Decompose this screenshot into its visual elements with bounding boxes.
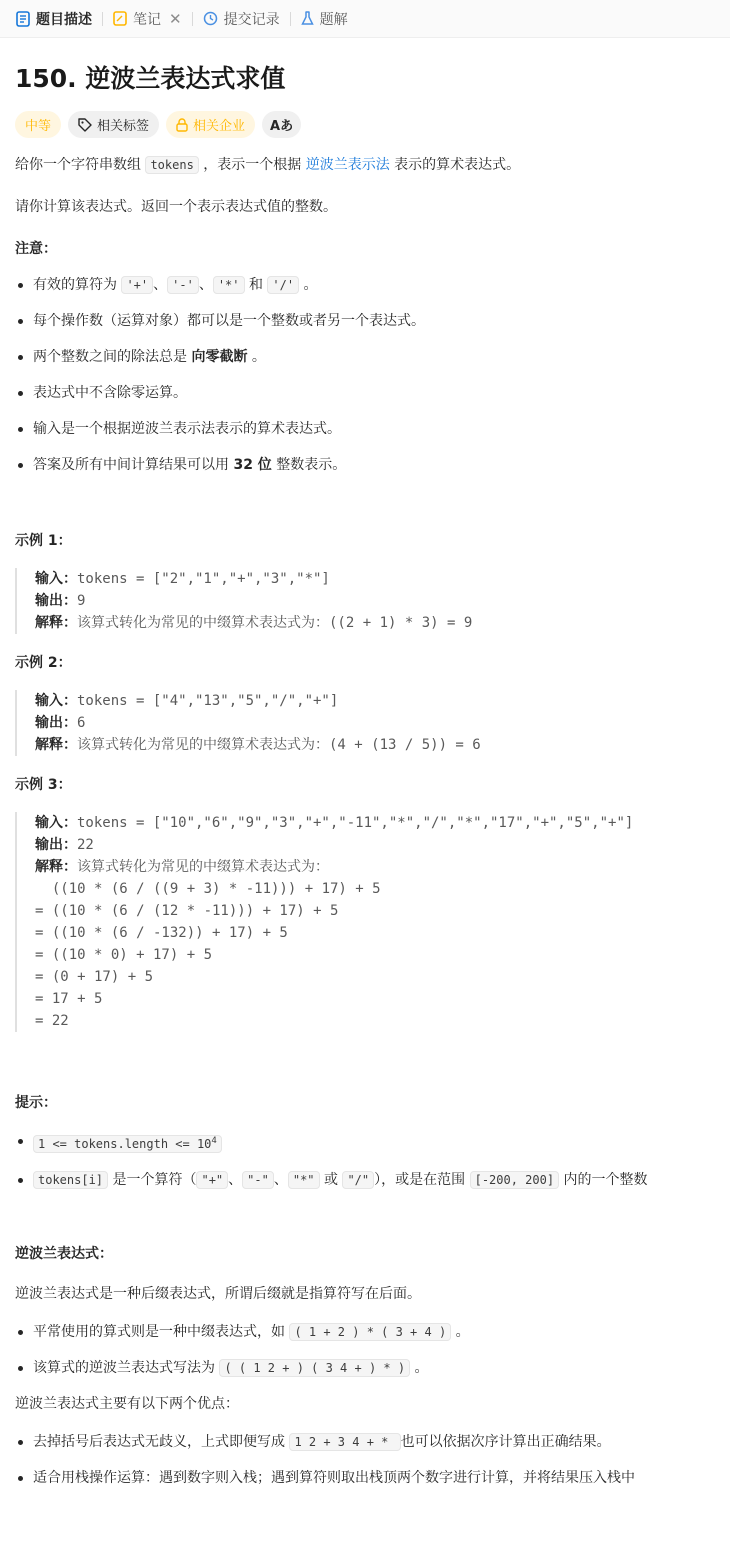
rpn-heading: 逆波兰表达式： [15,1246,113,1262]
list-item: 该算式的逆波兰表达式写法为 ( ( 1 2 + ) ( 3 4 + ) * ) 。 [15,1357,715,1379]
topics-tag-button[interactable] [68,111,159,138]
topics-tag-label: 相关标签 [97,119,150,134]
problem-content [0,63,730,1489]
example-heading: 示例 3： [15,777,72,793]
list-item: 两个整数之间的除法总是 向零截断 。 [15,346,715,368]
tab-divider [102,12,103,26]
example-block: 输入：tokens = ["10","6","9","3","+","-11","*","/","*","17","+","5","+"] 输出：22 解释：该算式转化为常见的中缀算术表达式为： ((10 * (6 / ((9 + 3) * -11))) + 17) + 5 = ((10 * (6 / (12 * -11))) + 17) + 5 = ((10 * (6 / -132)) + 17) + 5 = ((10 * 0) + 17) + 5 = (0 + 17) + 5 = 17 + 5 = 22 [15,812,715,1032]
description-paragraph: 请你计算该表达式。返回一个表示表达式值的整数。 [15,199,337,215]
list-item: 有效的算符为 '+' 、 '-' 、 '*' 和 '/' 。 [15,274,715,296]
list-item: 表达式中不含除零运算。 [15,382,715,404]
rpn-intro: 逆波兰表达式是一种后缀表达式，所谓后缀就是指算符写在后面。 [15,1286,421,1302]
tab-notes[interactable] [107,0,188,38]
list-item: 每个操作数（运算对象）都可以是一个整数或者另一个表达式。 [15,310,715,332]
companies-tag-button[interactable] [166,111,255,138]
example-heading: 示例 2： [15,655,72,671]
list-item: 答案及所有中间计算结果可以用 32 位 整数表示。 [15,454,715,476]
tab-submissions[interactable] [197,0,286,38]
note-icon [113,11,127,26]
notes-heading: 注意： [15,241,57,257]
tab-solutions[interactable] [295,0,354,38]
example-block: 输入：tokens = ["4","13","5","/","+"] 输出：6 解释：该算式转化为常见的中缀算术表达式为：(4 + (13 / 5)) = 6 [15,690,715,756]
list-item: 1 <= tokens.length <= $10^4$ [15,1130,715,1155]
tab-solutions-label: 题解 [319,11,348,28]
difficulty-badge[interactable]: 中等 [15,111,61,138]
notes-list [15,274,715,476]
problem-title: 150. 逆波兰表达式求值 [15,64,286,93]
example-heading: 示例 1： [15,533,72,549]
description-paragraph: 给你一个字符串数组 tokens ，表示一个根据 逆波兰表示法 表示的算术表达式。 [15,157,521,173]
lock-icon [176,118,188,132]
close-icon[interactable]: ✕ [169,9,182,28]
flask-icon [301,11,314,26]
document-icon [16,11,30,27]
tab-description-label: 题目描述 [36,11,92,28]
list-item: 平常使用的算式则是一种中缀表达式，如 ( 1 + 2 ) * ( 3 + 4 ) 。 [15,1321,715,1343]
rpn-advantages: 逆波兰表达式主要有以下两个优点： [15,1396,239,1412]
advantages-list [15,1431,715,1489]
tag-row [15,111,715,138]
tab-description[interactable] [10,0,98,38]
tab-divider [192,12,193,26]
tab-bar [0,0,730,38]
tab-divider [290,12,291,26]
companies-tag-label: 相关企业 [193,119,246,134]
example-block: 输入：tokens = ["2","1","+","3","*"] 输出：9 解释：该算式转化为常见的中缀算术表达式为：((2 + 1) * 3) = 9 [15,568,715,634]
hints-list [15,1130,715,1191]
list-item: 输入是一个根据逆波兰表示法表示的算术表达式。 [15,418,715,440]
list-item: 去掉括号后表达式无歧义，上式即便写成 1 2 + 3 4 + * 也可以依据次序计算出正确结果。 [15,1431,715,1453]
hints-heading: 提示： [15,1095,57,1111]
tag-icon [78,118,92,132]
rpn-link[interactable]: 逆波兰表示法 [305,157,390,173]
tab-notes-label: 笔记 [133,11,161,28]
translate-button[interactable] [262,111,301,138]
translate-icon: Aあ [270,119,294,134]
list-item: tokens[i] 是一个算符（ "+" 、 "-" 、 "*" 或 "/" ），或是在范围 [-200, 200] 内的一个整数 [15,1169,715,1191]
list-item: 适合用栈操作运算：遇到数字则入栈；遇到算符则取出栈顶两个数字进行计算，并将结果压入栈中 [15,1467,715,1489]
tab-submissions-label: 提交记录 [223,11,280,28]
inline-code: tokens [145,156,198,174]
history-icon [203,11,218,26]
rpn-list [15,1321,715,1379]
